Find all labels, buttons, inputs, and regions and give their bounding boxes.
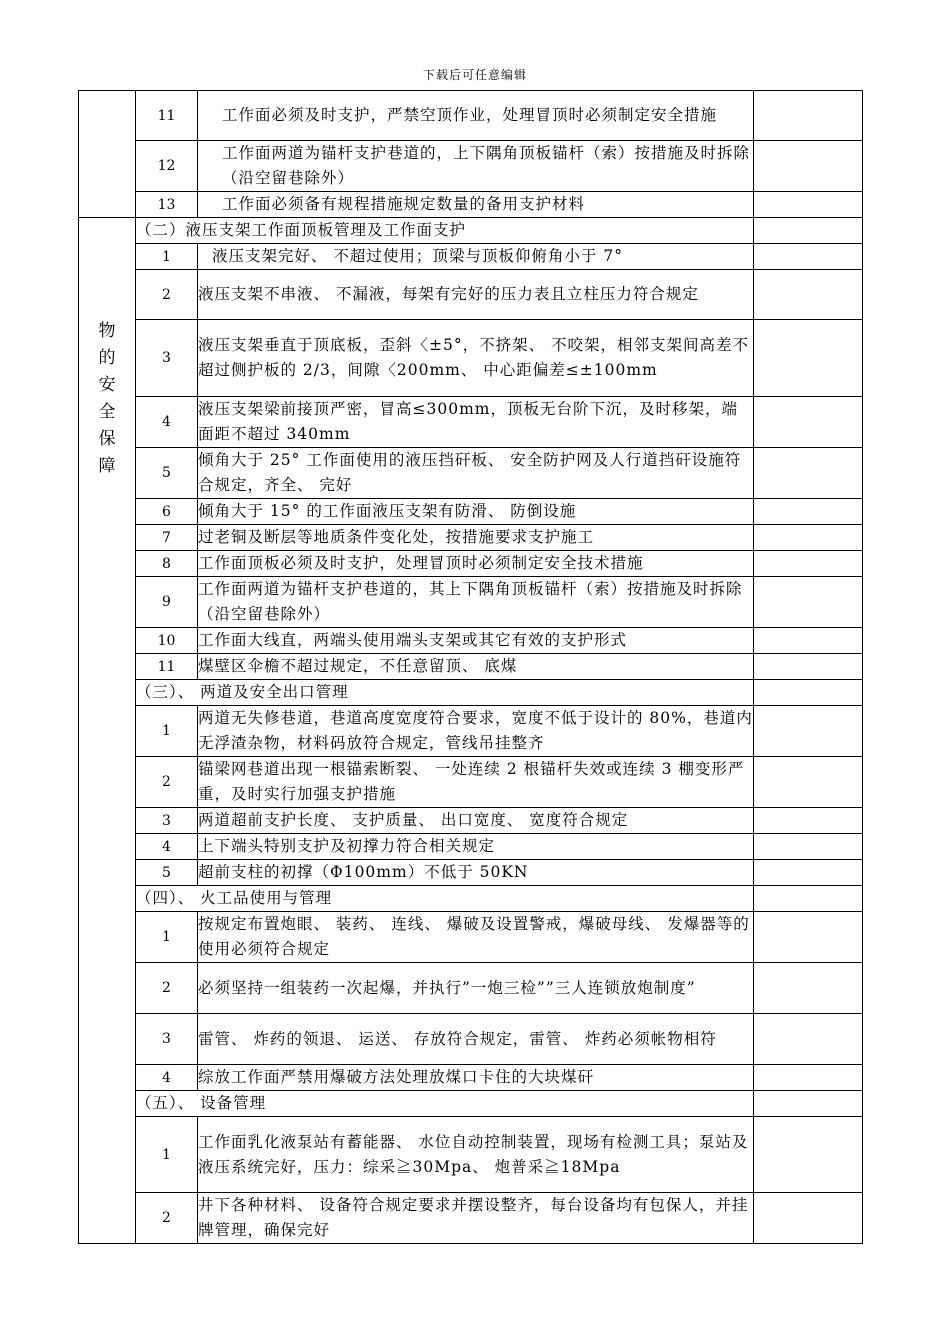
- row-content: 液压支架垂直于顶底板，歪斜〈±5°，不挤架、 不咬架，相邻支架间高差不超过侧护板的 2/3，间隙〈200mm、 中心距偏差≤±100mm: [198, 320, 754, 397]
- row-number: 6: [136, 499, 198, 525]
- table-row: [79, 860, 863, 886]
- row-number: 11: [136, 654, 198, 680]
- row-content: 上下端头特别支护及初撑力符合相关规定: [198, 834, 754, 860]
- row-content: 综放工作面严禁用爆破方法处理放煤口卡住的大块煤矸: [198, 1065, 754, 1091]
- row-content: 过老铜及断层等地质条件变化处，按措施要求支护施工: [198, 525, 754, 551]
- score-cell: [754, 91, 863, 141]
- row-number: 2: [136, 757, 198, 808]
- score-cell: [754, 628, 863, 654]
- row-content: 雷管、 炸药的领退、 运送、 存放符合规定，雷管、 炸药必须帐物相符: [198, 1014, 754, 1065]
- score-cell: [754, 680, 863, 706]
- table-row: [79, 1193, 863, 1244]
- score-cell: [754, 654, 863, 680]
- row-number: 12: [136, 141, 198, 192]
- section-title: （二）液压支架工作面顶板管理及工作面支护: [136, 218, 754, 244]
- table-row: [79, 963, 863, 1014]
- table-row: [79, 1014, 863, 1065]
- table-row: [79, 577, 863, 628]
- row-number: 7: [136, 525, 198, 551]
- table-row: [79, 244, 863, 270]
- row-content: 液压支架完好、 不超过使用；顶梁与顶板仰俯角小于 7°: [198, 244, 754, 270]
- table-row: [79, 834, 863, 860]
- table-row: [79, 499, 863, 525]
- row-number: 13: [136, 192, 198, 218]
- row-number: 4: [136, 1065, 198, 1091]
- row-content: 液压支架不串液、 不漏液，每架有完好的压力表且立柱压力符合规定: [198, 270, 754, 320]
- row-content: 液压支架梁前接顶严密，冒高≤300mm，顶板无台阶下沉，及时移架，端面距不超过 340mm: [198, 397, 754, 448]
- section-title: （三）、 两道及安全出口管理: [136, 680, 754, 706]
- score-cell: [754, 1065, 863, 1091]
- section-title: （四）、 火工品使用与管理: [136, 886, 754, 912]
- row-number: 2: [136, 1193, 198, 1244]
- score-cell: [754, 1117, 863, 1193]
- row-content: 必须坚持一组装药一次起爆，并执行”一炮三检””三人连锁放炮制度”: [198, 963, 754, 1014]
- table-row: [79, 551, 863, 577]
- score-cell: [754, 141, 863, 192]
- row-content: 倾角大于 15° 的工作面液压支架有防滑、 防倒设施: [198, 499, 754, 525]
- row-content: 工作面两道为锚杆支护巷道的，其上下隅角顶板锚杆（索）按措施及时拆除（沿空留巷除外）: [198, 577, 754, 628]
- row-number: 4: [136, 834, 198, 860]
- table-row: [79, 706, 863, 757]
- table-row: [79, 397, 863, 448]
- row-number: 3: [136, 808, 198, 834]
- row-number: 5: [136, 448, 198, 499]
- section-header-row: [79, 886, 863, 912]
- category-label: 物 的 安 全 保 障: [98, 321, 116, 476]
- row-content: 工作面两道为锚杆支护巷道的，上下隅角顶板锚杆（索）按措施及时拆除（沿空留巷除外）: [198, 141, 754, 192]
- score-cell: [754, 525, 863, 551]
- row-content: 工作面乳化液泵站有蓄能器、 水位自动控制装置，现场有检测工具；泵站及液压系统完好，压力：综采≧30Mpa、 炮普采≧18Mpa: [198, 1117, 754, 1193]
- section-header-row: [79, 218, 863, 244]
- score-cell: [754, 1091, 863, 1117]
- row-number: 8: [136, 551, 198, 577]
- row-content: 工作面必须备有规程措施规定数量的备用支护材料: [198, 192, 754, 218]
- table-row: [79, 192, 863, 218]
- row-number: 11: [136, 91, 198, 141]
- score-cell: [754, 499, 863, 525]
- category-cell-top: [79, 91, 136, 218]
- row-content: 两道超前支护长度、 支护质量、 出口宽度、 宽度符合规定: [198, 808, 754, 834]
- score-cell: [754, 1193, 863, 1244]
- table-row: [79, 91, 863, 141]
- row-number: 1: [136, 706, 198, 757]
- row-number: 5: [136, 860, 198, 886]
- table-row: [79, 1117, 863, 1193]
- row-content: 倾角大于 25° 工作面使用的液压挡矸板、 安全防护网及人行道挡矸设施符合规定，齐全、 完好: [198, 448, 754, 499]
- table-row: [79, 912, 863, 963]
- score-cell: [754, 192, 863, 218]
- section-header-row: [79, 1091, 863, 1117]
- table-row: [79, 654, 863, 680]
- row-number: 4: [136, 397, 198, 448]
- score-cell: [754, 551, 863, 577]
- table-row: [79, 628, 863, 654]
- score-cell: [754, 706, 863, 757]
- score-cell: [754, 320, 863, 397]
- score-cell: [754, 834, 863, 860]
- score-cell: [754, 448, 863, 499]
- score-cell: [754, 912, 863, 963]
- row-content: 井下各种材料、 设备符合规定要求并摆设整齐，每台设备均有包保人，并挂牌管理，确保完好: [198, 1193, 754, 1244]
- row-number: 3: [136, 1014, 198, 1065]
- header-note: 下载后可任意编辑: [422, 68, 527, 82]
- row-number: 2: [136, 963, 198, 1014]
- row-content: 两道无失修巷道，巷道高度宽度符合要求，宽度不低于设计的 80%，巷道内无浮渣杂物，材料码放符合规定，管线吊挂整齐: [198, 706, 754, 757]
- inspection-table: [78, 90, 863, 1244]
- table-row: [79, 1065, 863, 1091]
- score-cell: [754, 244, 863, 270]
- score-cell: [754, 808, 863, 834]
- row-number: 1: [136, 244, 198, 270]
- table-row: [79, 525, 863, 551]
- score-cell: [754, 860, 863, 886]
- row-number: 1: [136, 1117, 198, 1193]
- table-row: [79, 448, 863, 499]
- section-title: （五）、 设备管理: [136, 1091, 754, 1117]
- table-row: [79, 320, 863, 397]
- score-cell: [754, 963, 863, 1014]
- score-cell: [754, 886, 863, 912]
- score-cell: [754, 270, 863, 320]
- table-row: [79, 808, 863, 834]
- row-number: 9: [136, 577, 198, 628]
- row-number: 10: [136, 628, 198, 654]
- table-row: [79, 757, 863, 808]
- row-number: 2: [136, 270, 198, 320]
- score-cell: [754, 1014, 863, 1065]
- score-cell: [754, 757, 863, 808]
- score-cell: [754, 218, 863, 244]
- row-number: 1: [136, 912, 198, 963]
- row-content: 工作面顶板必须及时支护，处理冒顶时必须制定安全技术措施: [198, 551, 754, 577]
- row-content: 超前支柱的初撑（Φ100mm）不低于 50KN: [198, 860, 754, 886]
- table-row: [79, 141, 863, 192]
- row-content: 煤壁区伞檐不超过规定，不任意留顶、 底煤: [198, 654, 754, 680]
- row-content: 工作面大线直，两端头使用端头支架或其它有效的支护形式: [198, 628, 754, 654]
- score-cell: [754, 397, 863, 448]
- row-content: 工作面必须及时支护，严禁空顶作业，处理冒顶时必须制定安全措施: [198, 91, 754, 141]
- section-header-row: [79, 680, 863, 706]
- score-cell: [754, 577, 863, 628]
- row-number: 3: [136, 320, 198, 397]
- table-row: [79, 270, 863, 320]
- row-content: 锚梁网巷道出现一根锚索断裂、 一处连续 2 根锚杆失效或连续 3 棚变形严重，及时实行加强支护措施: [198, 757, 754, 808]
- category-cell: [79, 218, 136, 1244]
- row-content: 按规定布置炮眼、 装药、 连线、 爆破及设置警戒，爆破母线、 发爆器等的使用必须符合规定: [198, 912, 754, 963]
